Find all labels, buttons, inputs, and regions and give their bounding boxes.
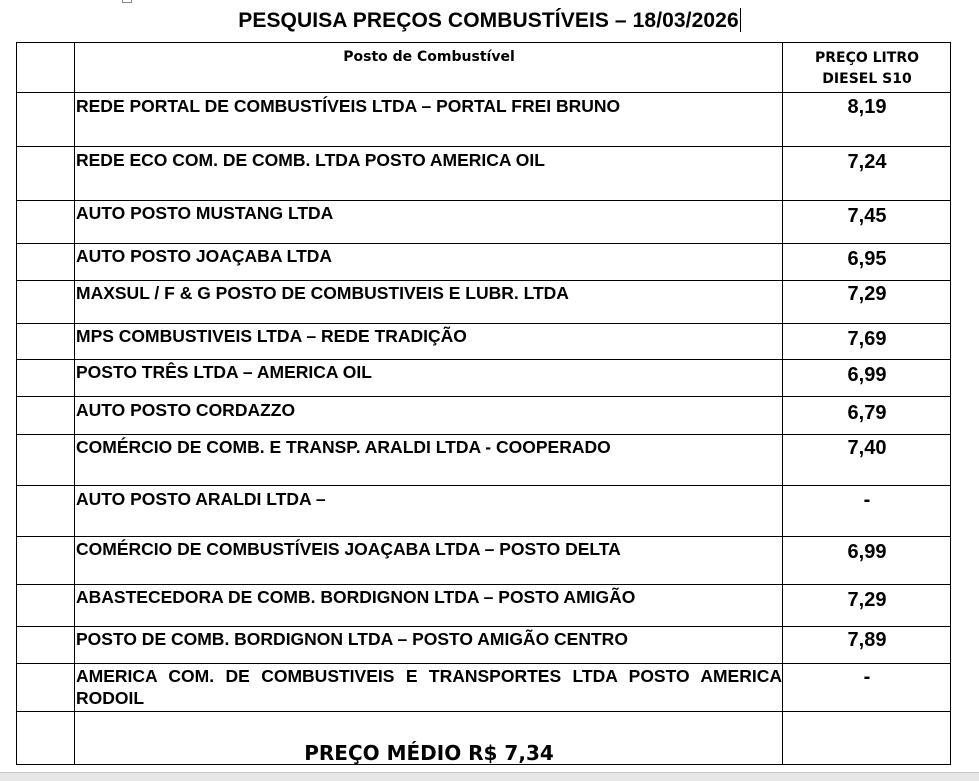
station-name: REDE PORTAL DE COMBUSTÍVEIS LTDA – PORTAL FREI BRUNO <box>76 96 621 116</box>
station-price: 7,29 <box>847 283 887 305</box>
table-row <box>17 537 950 585</box>
station-name: REDE ECO COM. DE COMB. LTDA POSTO AMERICA OIL <box>76 150 545 170</box>
station-price: 7,40 <box>847 437 887 459</box>
station-name: AUTO POSTO MUSTANG LTDA <box>76 203 334 223</box>
table-row <box>17 627 950 664</box>
station-name: AUTO POSTO CORDAZZO <box>76 400 296 420</box>
station-price: 6,99 <box>847 541 887 563</box>
average-price: PREÇO MÉDIO R$ 7,34 <box>304 741 554 765</box>
table-row <box>17 360 950 397</box>
table-row <box>17 486 950 537</box>
title-text: PESQUISA PREÇOS COMBUSTÍVEIS – 18/03/2026 <box>238 9 739 32</box>
station-name: COMÉRCIO DE COMBUSTÍVEIS JOAÇABA LTDA – POSTO DELTA <box>76 539 621 559</box>
station-price: - <box>863 666 871 688</box>
station-name: MAXSUL / F & G POSTO DE COMBUSTIVEIS E LUBR. LTDA <box>76 283 569 303</box>
station-price: 7,24 <box>847 151 887 173</box>
station-price: 7,45 <box>847 205 887 227</box>
text-cursor <box>740 8 741 32</box>
table-row <box>17 585 950 627</box>
station-name: ABASTECEDORA DE COMB. BORDIGNON LTDA – POSTO AMIGÃO <box>76 587 636 607</box>
header-price: PREÇO LITRO DIESEL S10 <box>814 50 919 87</box>
station-name: POSTO TRÊS LTDA – AMERICA OIL <box>76 362 372 382</box>
table-header-row <box>17 43 950 93</box>
page-corner-mark <box>122 0 132 3</box>
station-price: - <box>863 489 871 511</box>
table-row <box>17 397 950 435</box>
station-price: 7,89 <box>847 629 887 651</box>
station-price: 6,95 <box>847 248 887 270</box>
header-station: Posto de Combustível <box>343 49 515 65</box>
table-row <box>17 93 950 147</box>
price-table <box>16 42 951 765</box>
average-row <box>17 712 950 764</box>
page-title <box>0 8 979 34</box>
station-name: AMERICA COM. DE COMBUSTIVEIS E TRANSPORTES LTDA POSTO AMERICA RODOIL <box>76 666 782 708</box>
table-row <box>17 435 950 486</box>
station-price: 7,69 <box>847 328 887 350</box>
table-row <box>17 281 950 324</box>
table-row <box>17 664 950 712</box>
table-row <box>17 147 950 201</box>
station-price: 6,79 <box>847 402 887 424</box>
table-row <box>17 244 950 281</box>
station-name: AUTO POSTO ARALDI LTDA – <box>76 489 326 509</box>
station-name: POSTO DE COMB. BORDIGNON LTDA – POSTO AMIGÃO CENTRO <box>76 629 628 649</box>
table-row <box>17 324 950 360</box>
station-price: 7,29 <box>847 589 887 611</box>
station-name: AUTO POSTO JOAÇABA LTDA <box>76 246 333 266</box>
table-row <box>17 201 950 244</box>
station-name: MPS COMBUSTIVEIS LTDA – REDE TRADIÇÃO <box>76 326 467 346</box>
station-name: COMÉRCIO DE COMB. E TRANSP. ARALDI LTDA - COOPERADO <box>76 437 611 457</box>
station-price: 6,99 <box>847 364 887 386</box>
station-price: 8,19 <box>847 96 887 118</box>
